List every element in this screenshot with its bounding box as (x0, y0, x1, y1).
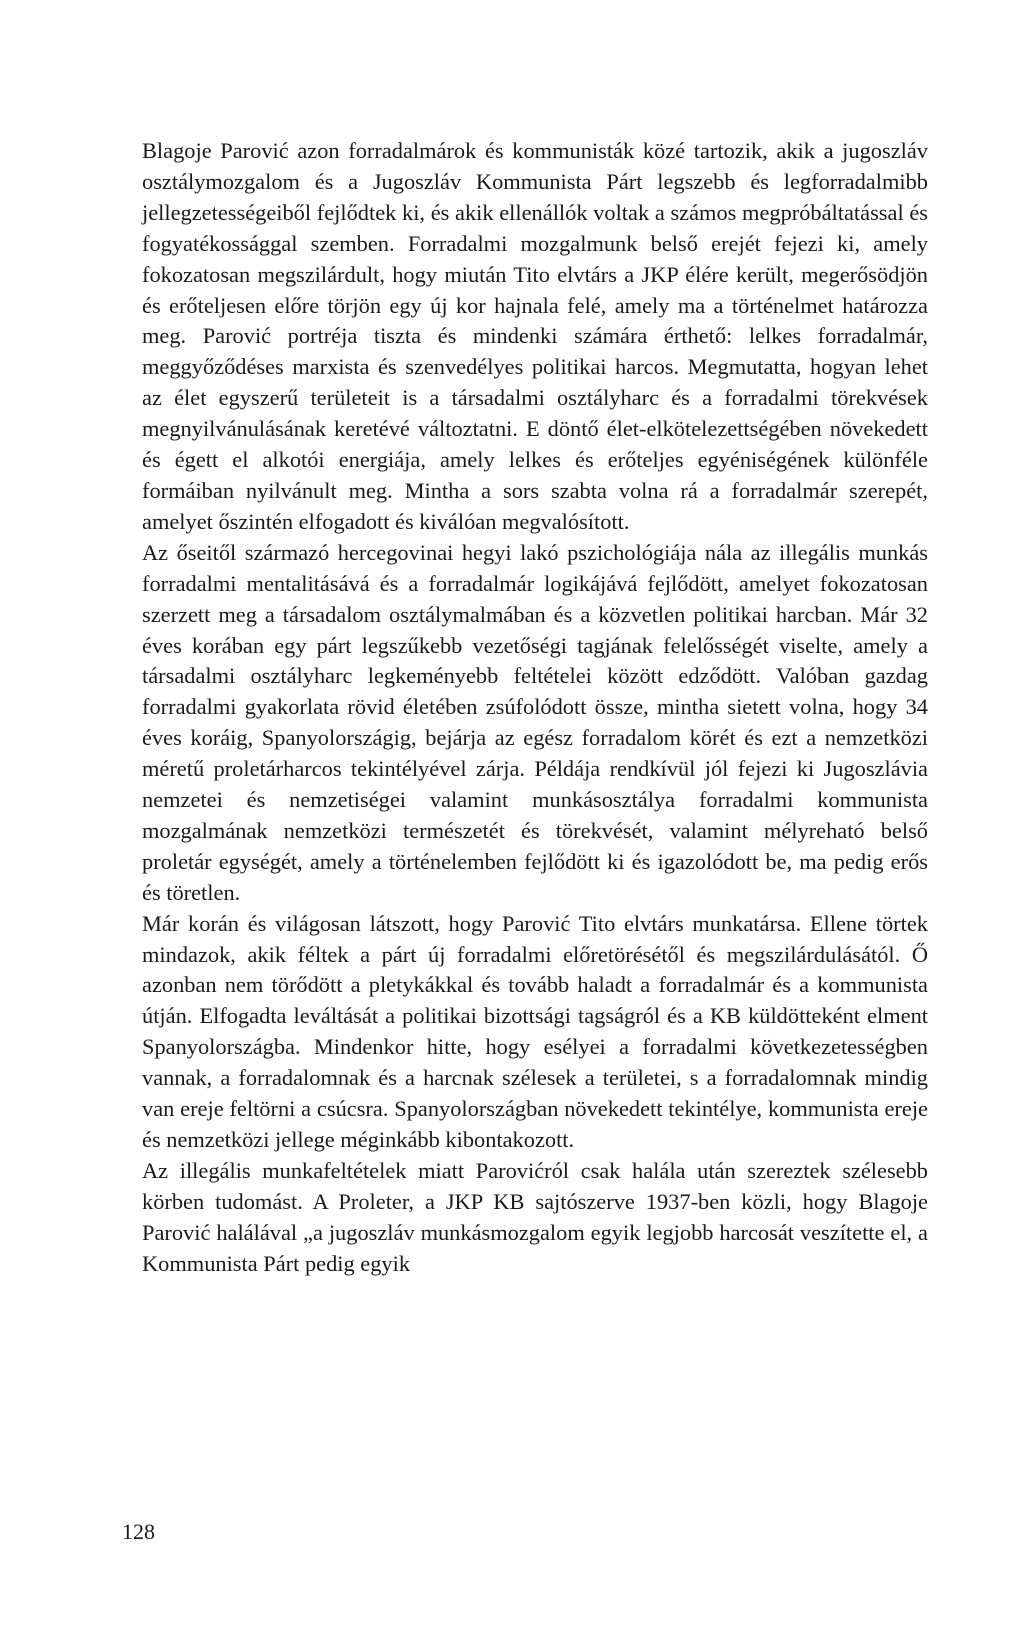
page-body (142, 136, 928, 1280)
paragraph-1: Blagoje Parović azon forradalmárok és kommunisták közé tartozik, akik a jugoszláv osztálymozgalom és a Jugoszláv Kommunista Párt legszebb és legforradalmibb jellegzetességeiből fejlődtek ki, és akik ellenállók voltak a számos megpróbáltatással és fogyatékossággal szemben. Forradalmi mozgalmunk belső erejét fejezi ki, amely fokozatosan megszilárdult, hogy miután Tito elvtárs a JKP élére került, megerősödjön és erőteljesen előre törjön egy új kor hajnala felé, amely ma a történelmet határozza meg. Parović portréja tiszta és mindenki számára érthető: lelkes forradalmár, meggyőződéses marxista és szenvedélyes politikai harcos. Megmutatta, hogyan lehet az élet egyszerű területeit is a társadalmi osztályharc és a forradalmi törekvések megnyilvánulásának keretévé változtatni. E döntő élet-elkötelezettségében növekedett és égett el alkotói energiája, amely lelkes és erőteljes egyéniségének különféle formáiban nyilvánult meg. Mintha a sors szabta volna rá a forradalmár szerepét, amelyet őszintén elfogadott és kiválóan megvalósított. (142, 138, 928, 534)
paragraph-3: Már korán és világosan látszott, hogy Parović Tito elvtárs munkatársa. Ellene törtek mindazok, akik féltek a párt új forradalmi előretörésétől és megszilárdulásától. Ő azonban nem törődött a pletykákkal és tovább haladt a forradalmár és a kommunista útján. Elfogadta leváltását a politikai bizottsági tagságról és a KB küldötteként elment Spanyolországba. Mindenkor hitte, hogy esélyei a forradalmi következetességben vannak, a forradalomnak és a harcnak szélesek a területei, s a forradalomnak mindig van ereje feltörni a csúcsra. Spanyolországban növekedett tekintélye, kommunista ereje és nemzetközi jellege méginkább kibontakozott. (142, 910, 928, 1152)
paragraph-2: Az őseitől származó hercegovinai hegyi lakó pszichológiája nála az illegális munkás forradalmi mentalitásává és a forradalmár logikájává fejlődött, amelyet fokozatosan szerzett meg a társadalom osztálymalmában és a közvetlen politikai harcban. Már 32 éves korában egy párt legszűkebb vezetőségi tagjának felelősségét viselte, amely a társadalmi osztályharc legkeményebb feltételei között edződött. Valóban gazdag forradalmi gyakorlata rövid életében zsúfolódott össze, mintha sietett volna, hogy 34 éves koráig, Spanyolországig, bejárja az egész forradalom körét és ezt a nemzetközi méretű proletárharcos tekintélyével zárja. Példája rendkívül jól fejezi ki Jugoszlávia nemzetei és nemzetiségei valamint munkásosztálya forradalmi kommunista mozgalmának nemzetközi természetét és törekvését, valamint mélyreható belső proletár egységét, amely a történelemben fejlődött ki és igazolódott be, ma pedig erős és töretlen. (142, 539, 928, 905)
paragraph-4: Az illegális munkafeltételek miatt Parovićról csak halála után szereztek szélesebb körben tudomást. A Proleter, a JKP KB sajtószerve 1937-ben közli, hogy Blagoje Parović halálával „a jugoszláv munkásmozgalom egyik legjobb harcosát veszítette el, a Kommunista Párt pedig egyik (142, 1157, 928, 1276)
page-number: 128 (122, 1519, 155, 1544)
